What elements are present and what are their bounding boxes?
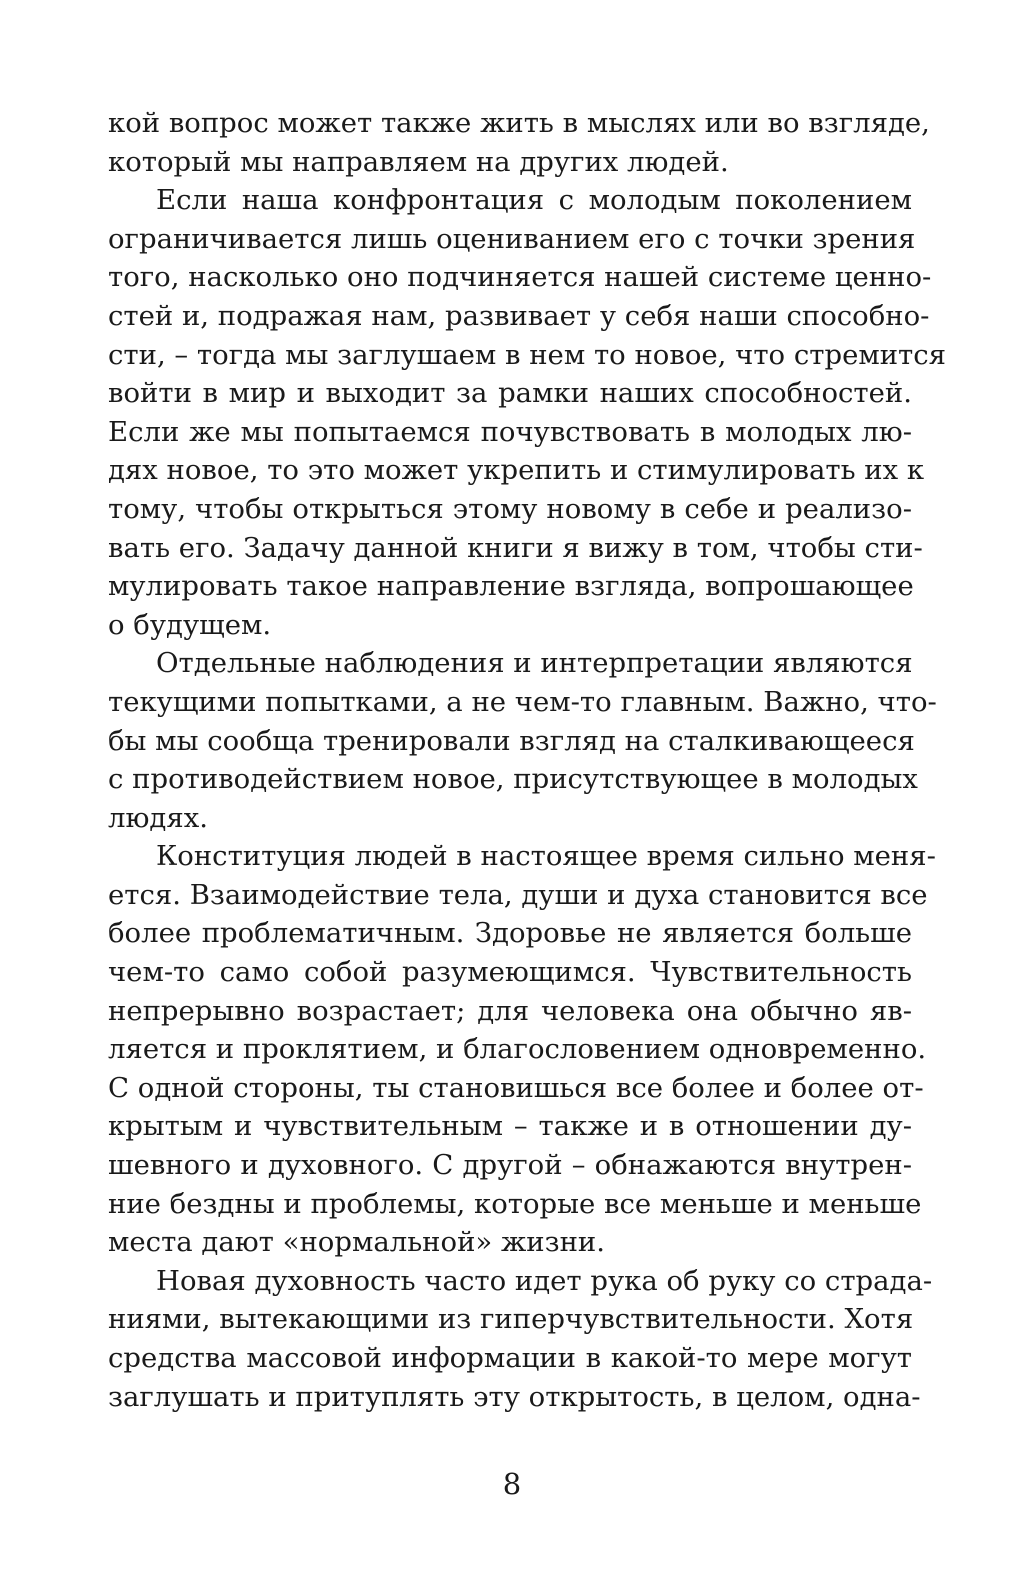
text-line: кой вопрос может также жить в мыслях или во взгляде, bbox=[108, 107, 930, 139]
paragraph bbox=[108, 644, 937, 837]
page-number: 8 bbox=[502, 1467, 522, 1501]
text-line: о будущем. bbox=[108, 608, 272, 641]
text-line: войти в мир и выходит за рамки наших способностей. bbox=[108, 377, 912, 410]
text-line: Новая духовность часто идет рука об руку со страда- bbox=[156, 1264, 933, 1297]
text-line: ляется и проклятием, и благословением одновременно. bbox=[108, 1033, 927, 1066]
text-line: стей и, подражая нам, развивает у себя наши способно- bbox=[108, 299, 930, 332]
text-line: места дают «нормальной» жизни. bbox=[108, 1226, 605, 1259]
text-line: текущими попытками, а не чем-то главным. Важно, что- bbox=[108, 685, 937, 718]
text-line: Отдельные наблюдения и интерпретации являются bbox=[156, 647, 913, 680]
text-line: мулировать такое направление взгляда, вопрошающее bbox=[108, 570, 914, 603]
text-line: Если наша конфронтация с молодым поколением bbox=[156, 184, 912, 217]
text-line: непрерывно возрастает; для человека она обычно яв- bbox=[108, 994, 912, 1027]
text-line: заглушать и притуплять эту открытость, в целом, одна- bbox=[108, 1380, 921, 1413]
text-line: того, насколько оно подчиняется нашей системе ценно- bbox=[108, 261, 932, 294]
text-line: с противодействием новое, присутствующее в молодых bbox=[108, 763, 918, 796]
text-line: ниями, вытекающими из гиперчувствительности. Хотя bbox=[108, 1303, 914, 1336]
text-line: ние бездны и проблемы, которые все меньше и меньше bbox=[108, 1187, 922, 1220]
text-line: чем-то само собой разумеющимся. Чувствительность bbox=[108, 956, 912, 989]
text-line: вать его. Задачу данной книги я вижу в том, чтобы сти- bbox=[108, 531, 923, 564]
text-line: тому, чтобы открыться этому новому в себе и реализо- bbox=[108, 492, 912, 525]
text-line: дях новое, то это может укрепить и стимулировать их к bbox=[108, 454, 925, 487]
text-line: ограничивается лишь оцениванием его с точки зрения bbox=[108, 222, 916, 255]
paragraph bbox=[108, 181, 947, 644]
text-line: людях. bbox=[108, 801, 208, 834]
text-line: шевного и духовного. С другой – обнажаются внутрен- bbox=[108, 1149, 912, 1182]
paragraph bbox=[108, 104, 930, 181]
paragraph bbox=[108, 837, 936, 1262]
text-line: который мы направляем на других людей. bbox=[108, 145, 729, 178]
text-line: бы мы сообща тренировали взгляд на сталкивающееся bbox=[108, 724, 915, 757]
text-line: средства массовой информации в какой-то мере могут bbox=[108, 1342, 912, 1374]
paragraph bbox=[108, 1262, 933, 1416]
text-line: Если же мы попытаемся почувствовать в молодых лю- bbox=[108, 415, 912, 448]
book-page-text bbox=[108, 104, 947, 1416]
text-line: сти, – тогда мы заглушаем в нем то новое, что стремится bbox=[108, 338, 947, 371]
text-line: Конституция людей в настоящее время сильно меня- bbox=[156, 840, 936, 873]
text-line: ется. Взаимодействие тела, души и духа становится все bbox=[108, 878, 928, 911]
text-line: крытым и чувствительным – также и в отношении ду- bbox=[108, 1110, 912, 1143]
text-line: С одной стороны, ты становишься все более и более от- bbox=[108, 1071, 924, 1104]
text-line: более проблематичным. Здоровье не является больше bbox=[108, 917, 912, 950]
